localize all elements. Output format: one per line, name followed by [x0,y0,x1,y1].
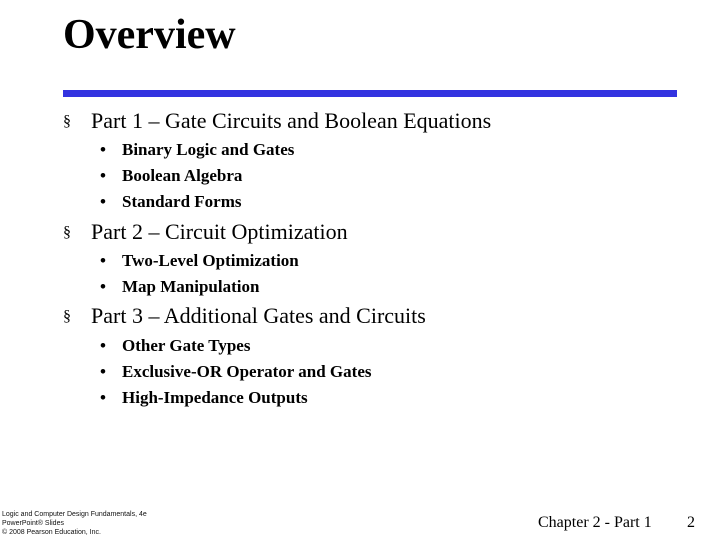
list-item-label: Two-Level Optimization [122,251,299,270]
part-1-label: Part 1 – Gate Circuits and Boolean Equations [91,108,492,133]
dot-bullet-icon: • [100,336,106,355]
list-item-label: Standard Forms [122,192,242,211]
list-item-label: High-Impedance Outputs [122,388,308,407]
dot-bullet-icon: • [100,166,106,185]
part-3-label: Part 3 – Additional Gates and Circuits [91,303,426,328]
list-item [100,252,299,269]
square-bullet-icon: § [63,224,71,241]
dot-bullet-icon: • [100,362,106,381]
square-bullet-icon: § [63,113,71,130]
dot-bullet-icon: • [100,140,106,159]
book-title-line: Logic and Computer Design Fundamentals, 4e [2,511,147,518]
page-number: 2 [687,514,695,531]
list-item [100,389,308,406]
dot-bullet-icon: • [100,192,106,211]
book-format-line: PowerPoint® Slides [2,520,64,527]
part-3-heading [63,305,426,327]
part-2-label: Part 2 – Circuit Optimization [91,219,348,244]
list-item-label: Binary Logic and Gates [122,140,295,159]
list-item-label: Map Manipulation [122,277,260,296]
slide-title: Overview [63,12,236,58]
dot-bullet-icon: • [100,251,106,270]
dot-bullet-icon: • [100,277,106,296]
book-credit [2,510,192,537]
list-item-label: Exclusive-OR Operator and Gates [122,362,372,381]
list-item-label: Boolean Algebra [122,166,243,185]
square-bullet-icon: § [63,308,71,325]
list-item [100,193,241,210]
list-item [100,167,242,184]
list-item [100,363,371,380]
dot-bullet-icon: • [100,388,106,407]
list-item [100,141,294,158]
part-2-heading [63,221,348,243]
chapter-label: Chapter 2 - Part 1 [538,514,652,531]
list-item [100,337,250,354]
copyright-line: © 2008 Pearson Education, Inc. [2,529,101,536]
list-item-label: Other Gate Types [122,336,251,355]
part-1-heading [63,110,491,132]
list-item [100,278,259,295]
